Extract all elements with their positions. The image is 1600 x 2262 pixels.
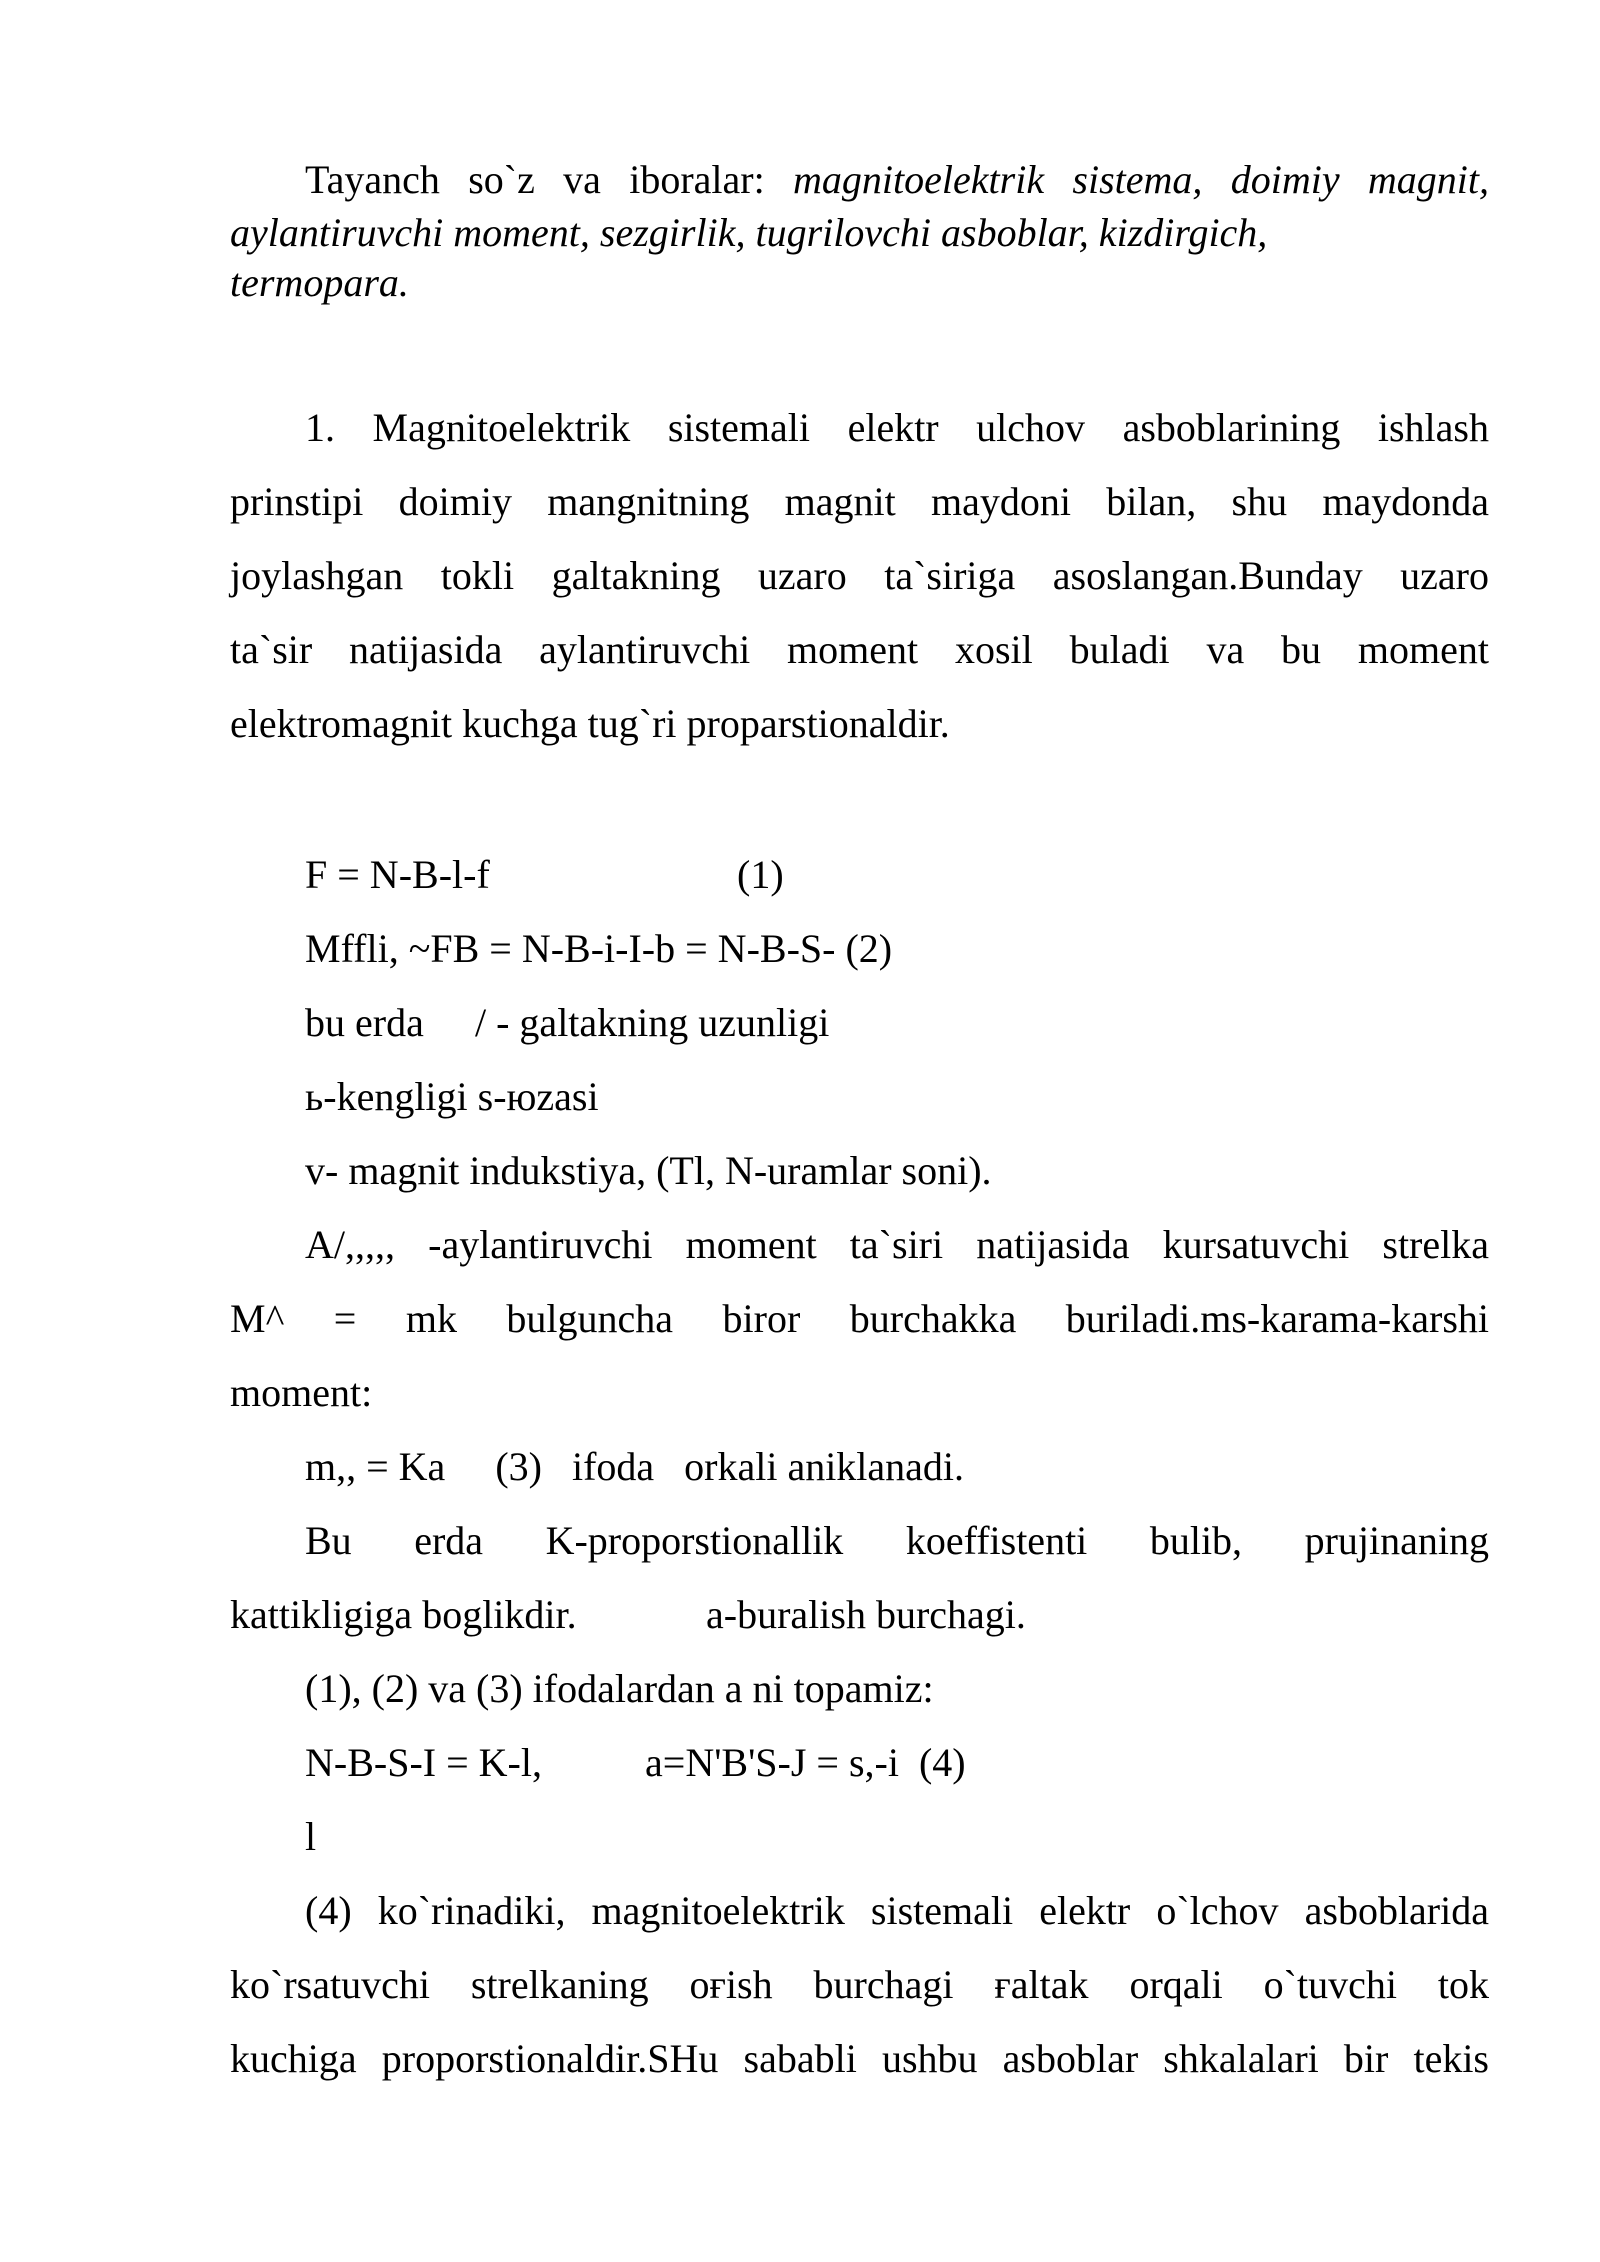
formula-6: A/,,,,, -aylantiruvchi moment ta`siri natijasida kursatuvchi strelka	[305, 1222, 1489, 1267]
formula-8: moment:	[230, 1370, 373, 1415]
formula-13-right: a=N'B'S-J = s,-i (4)	[645, 1740, 966, 1785]
para2-line-2: ko`rsatuvchi strelkaning oғish burchagi ғaltak orqali o`tuvchi tok	[230, 1962, 1489, 2007]
para1-line-4: ta`sir natijasida aylantiruvchi moment xosil buladi va bu moment	[230, 627, 1489, 672]
formula-3-prefix: bu erda	[305, 1000, 424, 1045]
para1-line-2: prinstipi doimiy mangnitning magnit maydoni bilan, shu maydonda	[230, 479, 1489, 524]
formula-2: Mffli, ~FB = N-B-i-I-b = N-B-S- (2)	[305, 926, 893, 971]
keywords-label: Tayanch so`z va iboralar:	[305, 157, 765, 202]
formula-1: F = N-B-l-f	[305, 852, 490, 897]
formula-3-text: / - galtakning uzunligi	[475, 1000, 830, 1045]
formula-4: ь-kengligi s-юzasi	[305, 1074, 599, 1119]
formula-13-left: N-B-S-I = K-l,	[305, 1740, 542, 1785]
keywords-italic-3: termopara.	[230, 260, 409, 305]
formula-10: Bu erda K-proporstionallik koeffistenti bulib, prujinaning	[305, 1518, 1489, 1563]
formula-9: m,, = Ka (3) ifoda orkali aniklanadi.	[305, 1444, 965, 1489]
formula-7: M^ = mk bulguncha biror burchakka buriladi.ms-karama-karshi	[230, 1296, 1489, 1341]
formula-14: l	[305, 1814, 317, 1859]
para1-line-3: joylashgan tokli galtakning uzaro ta`siriga asoslangan.Bunday uzaro	[230, 553, 1489, 598]
formula-12: (1), (2) va (3) ifodalardan a ni topamiz:	[305, 1666, 934, 1711]
formula-11-left: kattikligiga boglikdir.	[230, 1592, 577, 1637]
formula-11-right: a-buralish burchagi.	[706, 1592, 1026, 1637]
keywords-italic-1: magnitoelektrik sistema, doimiy magnit,	[793, 157, 1489, 202]
formula-5: v- magnit indukstiya, (Tl, N-uramlar soni).	[305, 1148, 992, 1193]
para1-line-1: 1. Magnitoelektrik sistemali elektr ulchov asboblarining ishlash	[305, 405, 1489, 450]
para1-line-5: elektromagnit kuchga tug`ri proparstionaldir.	[230, 701, 950, 746]
keywords-italic-2: aylantiruvchi moment, sezgirlik, tugrilovchi asboblar, kizdirgich,	[230, 210, 1268, 255]
keywords-line-1	[305, 157, 1489, 202]
para2-line-1: (4) ko`rinadiki, magnitoelektrik sistemali elektr o`lchov asboblarida	[305, 1888, 1489, 1933]
formula-1-number: (1)	[737, 852, 784, 897]
para2-line-3: kuchiga proporstionaldir.SHu sababli ushbu asboblar shkalalari bir tekis	[230, 2036, 1489, 2081]
